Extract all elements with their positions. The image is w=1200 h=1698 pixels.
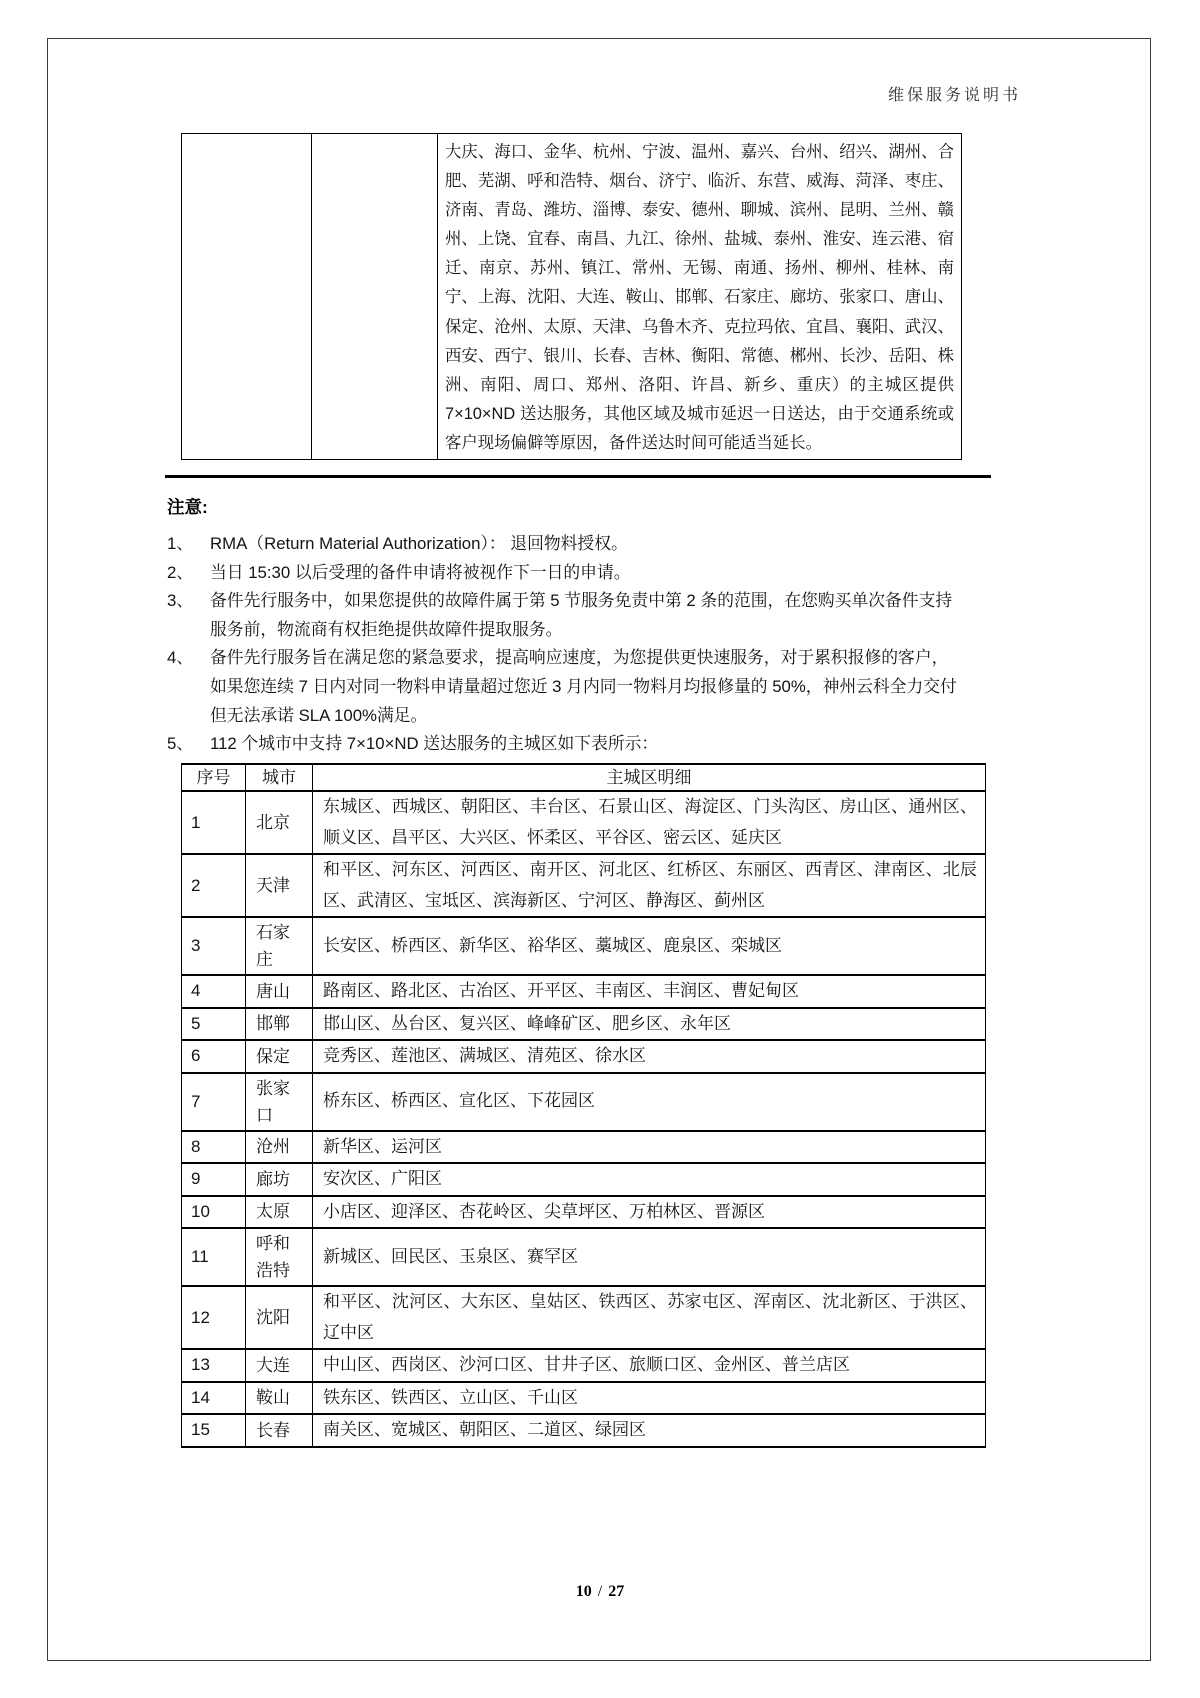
table-row (182, 1008, 986, 1041)
districts-cell: 中山区、西岗区、沙河口区、甘井子区、旅顺口区、金州区、普兰店区 (313, 1349, 986, 1382)
districts-cell: 东城区、西城区、朝阳区、丰台区、石景山区、海淀区、门头沟区、房山区、通州区、顺义区、昌平区、大兴区、怀柔区、平谷区、密云区、延庆区 (313, 791, 986, 854)
note-text: 当日 15:30 以后受理的备件申请将被视作下一日的申请。 (210, 562, 631, 582)
city-cell: 呼和浩特 (246, 1228, 313, 1286)
city-cell: 石家庄 (246, 917, 313, 975)
districts-cell: 南关区、宽城区、朝阳区、二道区、绿园区 (313, 1414, 986, 1447)
districts-cell: 和平区、沈河区、大东区、皇姑区、铁西区、苏家屯区、浑南区、沈北新区、于洪区、辽中区 (313, 1286, 986, 1349)
note-text: RMA（Return Material Authorization）： 退回物料授权。 (210, 534, 628, 553)
table-row (182, 1228, 986, 1286)
table-row (182, 1163, 986, 1196)
row-number-cell: 9 (182, 1163, 246, 1196)
districts-table-body (182, 791, 986, 1447)
city-cell: 大连 (246, 1349, 313, 1382)
city-cell: 太原 (246, 1196, 313, 1229)
districts-cell: 长安区、桥西区、新华区、裕华区、藁城区、鹿泉区、栾城区 (313, 917, 986, 975)
table-row (182, 1382, 986, 1415)
city-cell: 长春 (246, 1414, 313, 1447)
note-number: 3、 (167, 591, 194, 611)
districts-cell: 安次区、广阳区 (313, 1163, 986, 1196)
row-number-cell: 4 (182, 975, 246, 1008)
row-number-cell: 12 (182, 1286, 246, 1349)
city-cell: 沧州 (246, 1131, 313, 1164)
districts-table (181, 763, 986, 1448)
continuation-empty-cell-1 (182, 134, 312, 460)
page-separator: / (597, 1583, 603, 1600)
row-number-cell: 11 (182, 1228, 246, 1286)
page-footer (0, 1583, 1200, 1601)
table-row (182, 1414, 986, 1447)
districts-cell: 铁东区、铁西区、立山区、千山区 (313, 1382, 986, 1415)
note-text: 112 个城市中支持 7×10×ND 送达服务的主城区如下表所示： (210, 734, 659, 754)
table-row (182, 1040, 986, 1073)
districts-cell: 新城区、回民区、玉泉区、赛罕区 (313, 1228, 986, 1286)
document-header-title: 维保服务说明书 (888, 87, 1022, 104)
table-row (182, 1196, 986, 1229)
city-cell: 唐山 (246, 975, 313, 1008)
header-cell-number: 序号 (182, 764, 246, 791)
note-text: 备件先行服务旨在满足您的紧急要求，提高响应速度，为您提供更快速服务，对于累积报修的客户，如果您连续 7 日内对同一物料申请量超过您近 3 月内同一物料月均报修量的 50%，神州云科全力交付但无法承诺 SLA 100%满足。 (210, 648, 957, 725)
header-cell-districts: 主城区明细 (313, 764, 986, 791)
row-number-cell: 7 (182, 1073, 246, 1131)
row-number-cell: 2 (182, 854, 246, 917)
notes-title: 注意: (167, 497, 208, 517)
note-item (167, 530, 959, 559)
city-cell: 张家口 (246, 1073, 313, 1131)
city-cell: 鞍山 (246, 1382, 313, 1415)
note-number: 4、 (167, 648, 194, 668)
districts-cell: 和平区、河东区、河西区、南开区、河北区、红桥区、东丽区、西青区、津南区、北辰区、武清区、宝坻区、滨海新区、宁河区、静海区、蓟州区 (313, 854, 986, 917)
table-row (182, 791, 986, 854)
table-row (182, 1349, 986, 1382)
districts-cell: 路南区、路北区、古冶区、开平区、丰南区、丰润区、曹妃甸区 (313, 975, 986, 1008)
city-cell: 天津 (246, 854, 313, 917)
table-row (182, 854, 986, 917)
city-cell: 北京 (246, 791, 313, 854)
districts-cell: 新华区、运河区 (313, 1131, 986, 1164)
row-number-cell: 13 (182, 1349, 246, 1382)
row-number-cell: 6 (182, 1040, 246, 1073)
row-number-cell: 1 (182, 791, 246, 854)
header-cell-city: 城市 (246, 764, 313, 791)
note-item (167, 644, 959, 730)
notes-section (167, 494, 959, 759)
note-text: 备件先行服务中，如果您提供的故障件属于第 5 节服务免责中第 2 条的范围，在您购买单次备件支持服务前，物流商有权拒绝提供故障件提取服务。 (210, 591, 953, 639)
row-number-cell: 5 (182, 1008, 246, 1041)
note-item (167, 587, 959, 644)
continuation-cell-text: 大庆、海口、金华、杭州、宁波、温州、嘉兴、台州、绍兴、湖州、合肥、芜湖、呼和浩特、烟台、济宁、临沂、东营、威海、菏泽、枣庄、济南、青岛、潍坊、淄博、泰安、德州、聊城、滨州、昆明、兰州、赣州、上饶、宜春、南昌、九江、徐州、盐城、泰州、淮安、连云港、宿迁、南京、苏州、镇江、常州、无锡、南通、扬州、柳州、桂林、南宁、上海、沈阳、大连、鞍山、邯郸、石家庄、廊坊、张家口、唐山、保定、沧州、太原、天津、乌鲁木齐、克拉玛依、宜昌、襄阳、武汉、西安、西宁、银川、长春、吉林、衡阳、常德、郴州、长沙、岳阳、株洲、南阳、周口、郑州、洛阳、许昌、新乡、重庆）的主城区提供 7×10×ND 送达服务，其他区域及城市延迟一日送达，由于交通系统或客户现场偏僻等原因，备件送达时间可能适当延长。 (445, 143, 954, 452)
table-row (182, 1286, 986, 1349)
table-row (182, 917, 986, 975)
districts-cell: 竞秀区、莲池区、满城区、清苑区、徐水区 (313, 1040, 986, 1073)
row-number-cell: 3 (182, 917, 246, 975)
row-number-cell: 15 (182, 1414, 246, 1447)
continuation-empty-cell-2 (312, 134, 438, 460)
section-divider (165, 475, 991, 478)
note-number: 2、 (167, 562, 194, 582)
notes-list (167, 530, 959, 759)
row-number-cell: 10 (182, 1196, 246, 1229)
row-number-cell: 8 (182, 1131, 246, 1164)
districts-cell: 邯山区、丛台区、复兴区、峰峰矿区、肥乡区、永年区 (313, 1008, 986, 1041)
city-cell: 保定 (246, 1040, 313, 1073)
note-item (167, 559, 959, 588)
districts-cell: 桥东区、桥西区、宣化区、下花园区 (313, 1073, 986, 1131)
table-header-row (182, 764, 986, 791)
continuation-row (182, 134, 962, 460)
note-number: 5、 (167, 734, 194, 754)
table-row (182, 975, 986, 1008)
city-cell: 廊坊 (246, 1163, 313, 1196)
table-row (182, 1131, 986, 1164)
note-number: 1、 (167, 534, 194, 553)
page-number: 10 (575, 1583, 592, 1600)
city-cell: 沈阳 (246, 1286, 313, 1349)
note-item (167, 730, 959, 759)
districts-cell: 小店区、迎泽区、杏花岭区、尖草坪区、万柏林区、晋源区 (313, 1196, 986, 1229)
page-total: 27 (608, 1583, 625, 1600)
continuation-table (181, 133, 962, 460)
city-cell: 邯郸 (246, 1008, 313, 1041)
continuation-cities-cell (438, 134, 962, 460)
row-number-cell: 14 (182, 1382, 246, 1415)
table-row (182, 1073, 986, 1131)
